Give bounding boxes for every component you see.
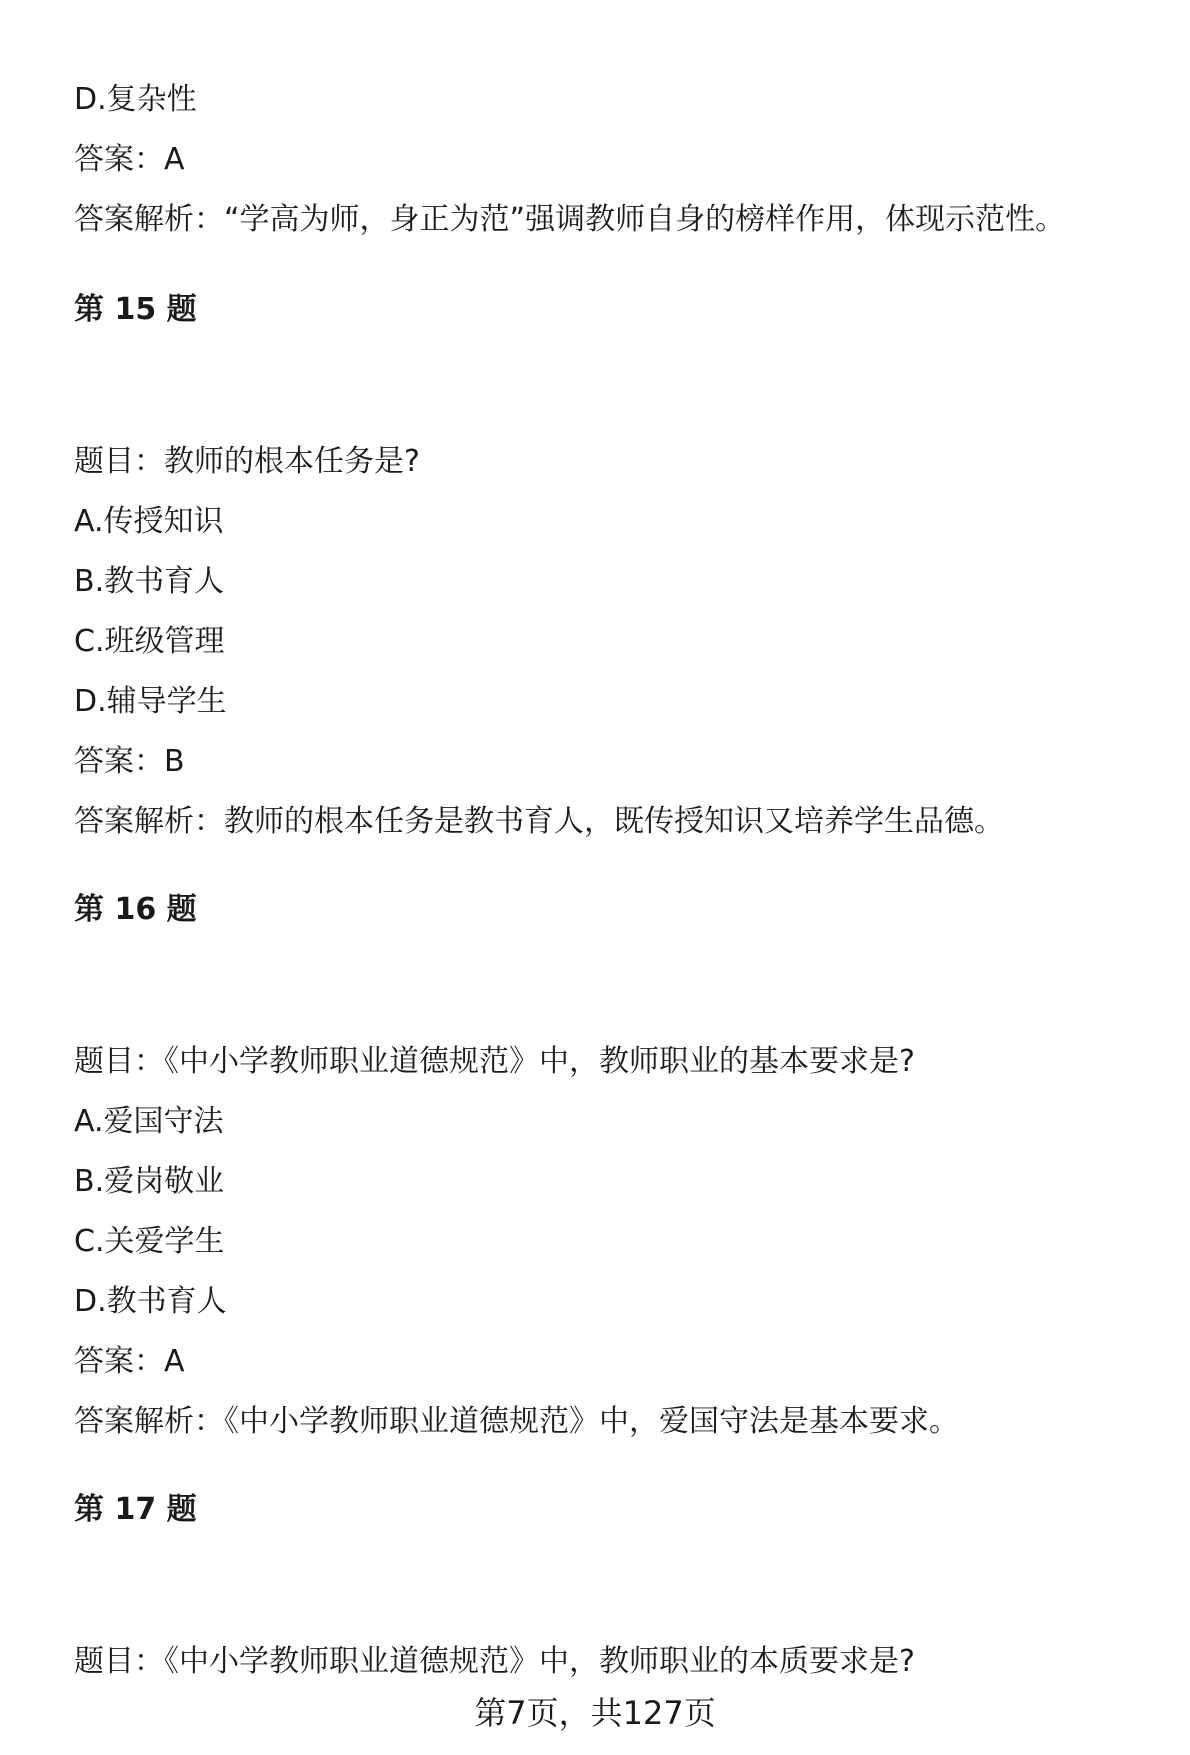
option-a: A.爱国守法: [74, 1104, 224, 1139]
option-a: A.传授知识: [74, 504, 224, 539]
answer-analysis: 答案解析：教师的根本任务是教书育人，既传授知识又培养学生品德。: [74, 804, 1004, 839]
answer-analysis: 答案解析：《中小学教师职业道德规范》中，爱国守法是基本要求。: [74, 1404, 959, 1439]
answer: 答案：A: [74, 142, 185, 177]
question-stem: 题目：教师的根本任务是?: [74, 444, 420, 479]
question-heading: 第 16 题: [74, 892, 197, 927]
answer-analysis: 答案解析：“学高为师，身正为范”强调教师自身的榜样作用，体现示范性。: [74, 202, 1066, 237]
option-b: B.教书育人: [74, 564, 225, 599]
option-d: D.教书育人: [74, 1284, 227, 1319]
question-heading: 第 15 题: [74, 292, 197, 327]
option-c: C.班级管理: [74, 624, 225, 659]
option-b: B.爱岗敬业: [74, 1164, 225, 1199]
question-stem: 题目：《中小学教师职业道德规范》中，教师职业的基本要求是?: [74, 1044, 915, 1079]
question-stem: 题目：《中小学教师职业道德规范》中，教师职业的本质要求是?: [74, 1644, 915, 1679]
question-heading: 第 17 题: [74, 1492, 197, 1527]
page-number-footer: 第7页，共127页: [474, 1694, 716, 1732]
answer: 答案：B: [74, 744, 185, 779]
answer: 答案：A: [74, 1344, 185, 1379]
option-d: D.复杂性: [74, 82, 197, 117]
option-d: D.辅导学生: [74, 684, 227, 719]
option-c: C.关爱学生: [74, 1224, 225, 1259]
